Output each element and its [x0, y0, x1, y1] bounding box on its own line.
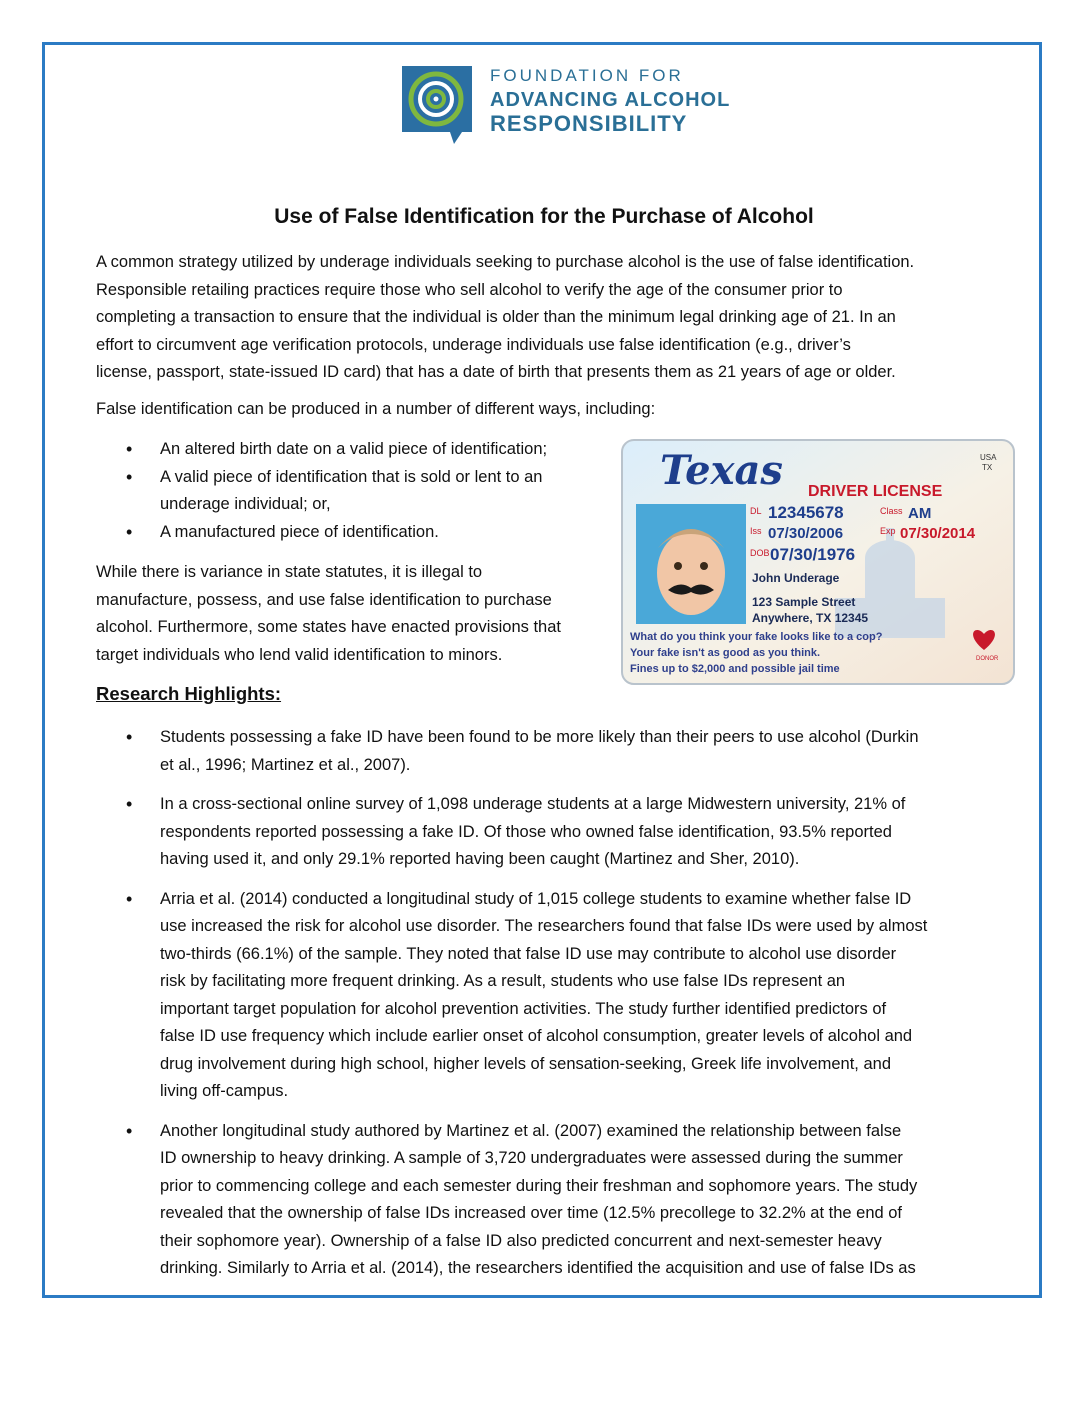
fake-id-card-image	[620, 438, 1020, 688]
id-dob: 07/30/1976	[770, 545, 856, 564]
intro-line: Responsible retailing practices require those who sell alcohol to verify the age of the consumer prior to	[96, 280, 843, 299]
id-exp: 07/30/2014	[900, 525, 976, 542]
list-item: • A manufactured piece of identification.	[96, 519, 547, 547]
id-dob-label: DOB	[750, 548, 770, 558]
id-class: AM	[908, 505, 932, 522]
ways-intro: False identification can be produced in a number of different ways, including:	[96, 400, 656, 418]
list-item: • An altered birth date on a valid piece of identification;	[96, 436, 547, 464]
id-class-label: Class	[880, 506, 903, 516]
research-list	[96, 724, 927, 1295]
intro-line: effort to circumvent age verification protocols, underage individuals use false identification (e.g., driver’s	[96, 335, 851, 354]
research-heading: Research Highlights:	[96, 683, 282, 704]
document-title: Use of False Identification for the Purchase of Alcohol	[274, 205, 814, 228]
id-warning-1: What do you think your fake looks like to a cop?	[630, 631, 883, 643]
logo-line-2: ADVANCING ALCOHOL	[490, 89, 731, 111]
id-address-2: Anywhere, TX 12345	[752, 611, 869, 625]
intro-line: A common strategy utilized by underage individuals seeking to purchase alcohol is the use of false identification.	[96, 253, 915, 271]
id-state: Texas	[660, 447, 783, 494]
list-item: • A valid piece of identification that is sold or lent to an underage individual; or,	[96, 464, 547, 519]
id-address-1: 123 Sample Street	[752, 595, 856, 609]
list-item: • Students possessing a fake ID have been found to be more likely than their peers to use alcohol (Durkin et al., 1996; Martinez et al., 2007).	[96, 724, 927, 779]
logo-line-3: RESPONSIBILITY	[490, 111, 688, 136]
id-iss-label: Iss	[750, 526, 762, 536]
list-item: • Arria et al. (2014) conducted a longitudinal study of 1,015 college students to examine whether false ID use increased the risk for alcohol use disorder. The researchers found that false IDs were used by almost two-thirds (66.1%) of the sample. They noted that false ID use may contribute to alcohol use disorder risk by facilitating more frequent drinking. As a result, students who use false IDs represent an important target population for alcohol prevention activities. The study further identified predictors of false ID use frequency which include earlier onset of alcohol consumption, greater levels of alcohol and drug involvement during high school, higher levels of sensation-seeking, Greek life involvement, and living off-campus.	[96, 886, 927, 1106]
id-dl-label: DL	[750, 506, 762, 516]
id-donor-badge: DONOR	[976, 656, 999, 662]
list-item: • Another longitudinal study authored by Martinez et al. (2007) examined the relationship between false ID ownership to heavy drinking. A sample of 3,720 undergraduates were assessed during the summer prior to commencing college and each semester during their freshman and sophomore years. The study revealed that the ownership of false IDs increased over time (12.5% precollege to 32.2% at the end of their sophomore year). Ownership of a false ID also predicted concurrent and next-semester heavy drinking. Similarly to Arria et al. (2014), the researchers identified the acquisition and use of false IDs as	[96, 1118, 927, 1283]
id-corner-1: USA	[980, 453, 997, 462]
id-corner-2: TX	[982, 463, 993, 472]
id-warning-2: Your fake isn't as good as you think.	[630, 647, 821, 659]
id-type: DRIVER LICENSE	[808, 483, 943, 500]
intro-paragraph	[96, 249, 914, 387]
logo-text	[490, 64, 730, 136]
ways-list	[96, 436, 547, 546]
intro-line: license, passport, state-issued ID card) that has a date of birth that presents them as 21 years of age or older.	[96, 363, 896, 381]
id-exp-label: Exp	[880, 526, 896, 536]
id-name: John Underage	[752, 571, 840, 585]
list-item: • In a cross-sectional online survey of 1,098 underage students at a large Midwestern university, 21% of respondents reported possessing a fake ID. Of those who owned false identification, 93.5% reported having used it, and only 29.1% reported having been caught (Martinez and Sher, 2010).	[96, 791, 927, 874]
id-issue-date: 07/30/2006	[768, 525, 844, 542]
id-warning-3: Fines up to $2,000 and possible jail time	[630, 663, 840, 675]
statutes-paragraph: While there is variance in state statutes, it is illegal to manufacture, possess, and use false identification to purchase alcohol. Furthermore, some states have enacted provisions that target individuals who lend valid identification to minors.	[96, 563, 561, 664]
logo-line-1: FOUNDATION FOR	[490, 66, 684, 85]
id-dl-number: 12345678	[768, 503, 844, 522]
intro-line: completing a transaction to ensure that the individual is older than the minimum legal drinking age of 21. In an	[96, 308, 896, 326]
